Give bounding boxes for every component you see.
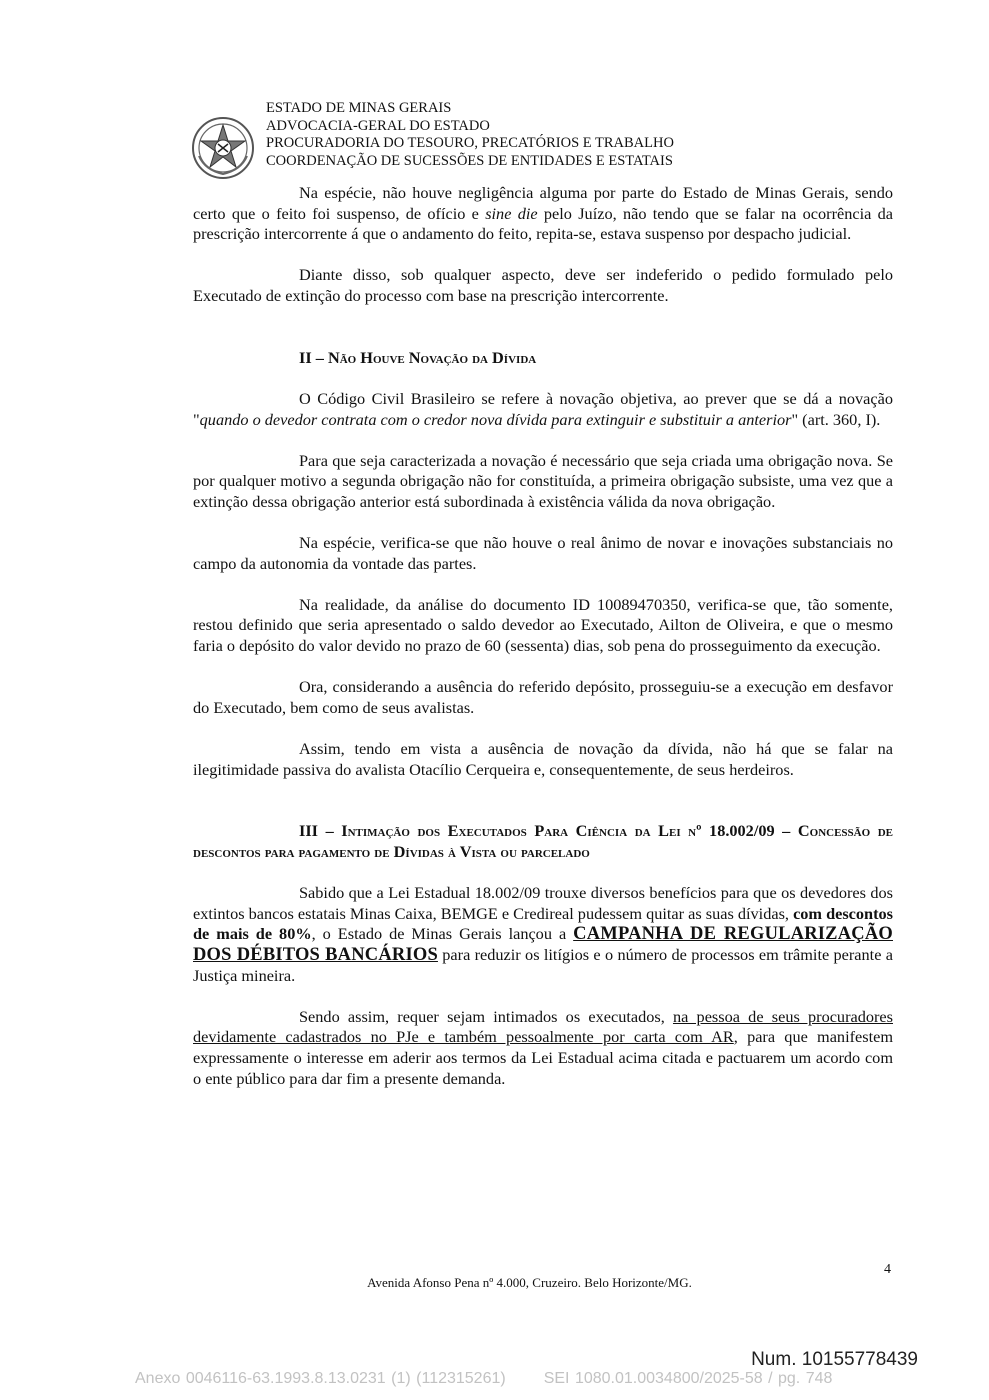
paragraph: Sabido que a Lei Estadual 18.002/09 trouxe diversos benefícios para que os devedores dos extintos bancos estatais Minas Caixa, BEMGE e Credireal pudessem quitar as suas dívidas, com descontos de mais de 80%, o Estado de Minas Gerais lançou a CAMPANHA DE REGULARIZAÇÃO DOS DÉBITOS BANCÁRIOS para reduzir os litígios e o número de processos em trâmite perante a Justiça mineira.	[193, 883, 894, 985]
paragraph: Sendo assim, requer sejam intimados os executados, na pessoa de seus procuradores devidamente cadastrados no PJe e também pessoalmente por carta com AR, para que manifestem expressamente o interesse em aderir aos termos da Lei Estadual acima citada e pactuarem um acordo com o ente público para dar fim a presente demanda.	[193, 1006, 893, 1088]
letterhead	[266, 100, 674, 170]
paragraph: Na realidade, da análise do documento ID 10089470350, verifica-se que, tão somente, restou definido que seria apresentado o saldo devedor ao Executado, Ailton de Oliveira, e que o mesmo faria o depósito do valor devido no prazo de 60 (sessenta) dias, sob pena do prosseguimento da execução.	[193, 594, 893, 656]
document-body	[193, 183, 893, 1110]
section-heading: II – Não Houve Novação da Dívida	[299, 347, 537, 367]
annex-reference: Anexo 0046116-63.1993.8.13.0231 (1) (112315261)	[135, 1370, 506, 1387]
footer-address: Avenida Afonso Pena nº 4.000, Cruzeiro. Belo Horizonte/MG.	[367, 1275, 692, 1290]
section-heading: III – Intimação dos Executados Para Ciência da Lei nº 18.002/09 – Concessão de descontos para pagamento de Dívidas à Vista ou parcelado	[193, 821, 893, 861]
paragraph: Ora, considerando a ausência do referido depósito, prosseguiu-se a execução em desfavor do Executado, bem como de seus avalistas.	[193, 677, 893, 717]
annex-watermark	[135, 1370, 832, 1388]
header-department: PROCURADORIA DO TESOURO, PRECATÓRIOS E TRABALHO	[266, 135, 674, 151]
sei-reference: SEI 1080.01.0034800/2025-58 / pg. 748	[543, 1370, 833, 1387]
document-number-stamp: Num. 10155778439	[751, 1349, 918, 1370]
paragraph: Para que seja caracterizada a novação é necessário que seja criada uma obrigação nova. Se por qualquer motivo a segunda obrigação não for constituída, a primeira obrigação subsiste, uma vez que a extinção dessa obrigação anterior está subordinada à existência válida da nova obrigação.	[193, 450, 893, 511]
paragraph: Diante disso, sob qualquer aspecto, deve ser indeferido o pedido formulado pelo Executado de extinção do processo com base na prescrição intercorrente.	[193, 265, 893, 305]
page-number: 4	[884, 1262, 891, 1277]
paragraph: Na espécie, não houve negligência alguma por parte do Estado de Minas Gerais, sendo certo que o feito foi suspenso, de ofício e sine die pelo Juízo, não tendo que se falar na ocorrência da prescrição intercorrente á que o andamento do feito, repita-se, estava suspenso por despacho judicial.	[193, 183, 894, 244]
paragraph: O Código Civil Brasileiro se refere à novação objetiva, ao prever que se dá a novação "quando o devedor contrata com o credor nova dívida para extinguir e substituir a anterior" (art. 360, I).	[193, 388, 893, 429]
paragraph: Assim, tendo em vista a ausência de novação da dívida, não há que se falar na ilegitimidade passiva do avalista Otacílio Cerqueira e, consequentemente, de seus herdeiros.	[193, 739, 893, 779]
header-coordination: COORDENAÇÃO DE SUCESSÕES DE ENTIDADES E ESTATAIS	[266, 152, 673, 169]
header-state: ESTADO DE MINAS GERAIS	[266, 100, 452, 116]
header-agency: ADVOCACIA-GERAL DO ESTADO	[266, 117, 490, 134]
coat-of-arms-seal	[191, 116, 255, 180]
paragraph: Na espécie, verifica-se que não houve o real ânimo de novar e inovações substanciais no campo da autonomia da vontade das partes.	[193, 533, 893, 573]
